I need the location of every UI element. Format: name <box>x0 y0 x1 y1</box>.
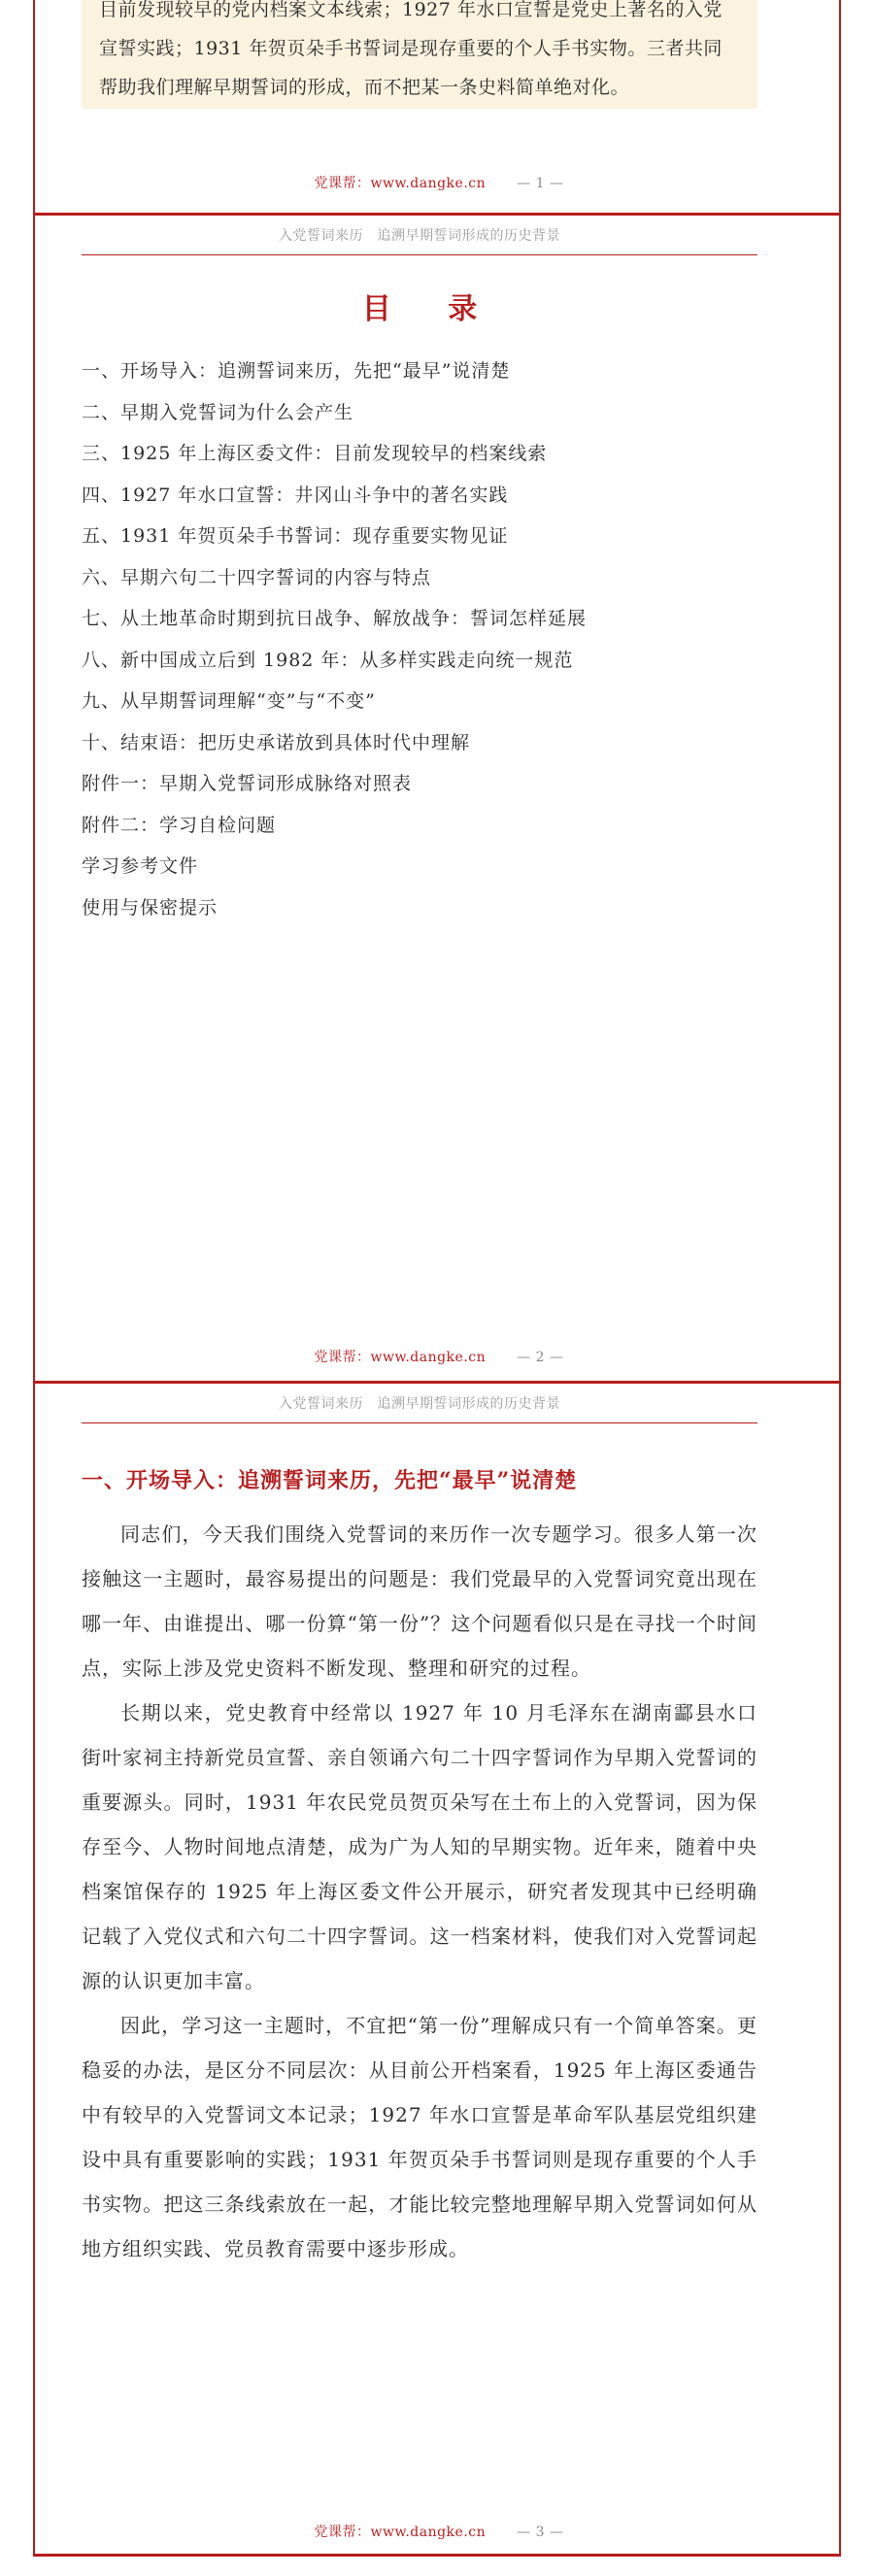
toc-item[interactable]: 五、1931 年贺页朵手书誓词：现存重要实物见证 <box>82 525 509 547</box>
section-heading: 一、开场导入：追溯誓词来历，先把“最早”说清楚 <box>82 1468 578 1493</box>
paragraph: 同志们，今天我们围绕入党誓词的来历作一次专题学习。很多人第一次接触这一主题时，最容易提出的问题是：我们党最早的入党誓词究竟出现在哪一年、由谁提出、哪一份算“第一份”？这个问题看似只是在寻找一个时间点，实际上涉及党史资料不断发现、整理和研究的过程。 <box>82 1522 757 1680</box>
footer-site[interactable]: 党课帮：www.dangke.cn <box>314 176 487 191</box>
running-header: 入党誓词来历 追溯早期誓词形成的历史背景 <box>279 228 560 244</box>
toc-item[interactable]: 十、结束语：把历史承诺放到具体时代中理解 <box>82 731 471 753</box>
footer-page-number: — 2 — <box>517 1350 564 1365</box>
page-footer <box>35 173 843 192</box>
toc-item[interactable]: 一、开场导入：追溯誓词来历，先把“最早”说清楚 <box>82 360 511 382</box>
callout-line: 目前发现较早的党内档案文本线索；1927 年水口宣誓是党史上著名的入党 <box>99 0 723 20</box>
toc-item[interactable]: 七、从土地革命时期到抗日战争、解放战争：誓词怎样延展 <box>82 608 588 629</box>
page-footer <box>35 1347 843 1366</box>
toc-item[interactable]: 二、早期入党誓词为什么会产生 <box>82 401 354 423</box>
toc-item[interactable]: 使用与保密提示 <box>82 896 218 919</box>
table-of-contents <box>82 351 757 928</box>
toc-item[interactable]: 学习参考文件 <box>82 855 199 877</box>
toc-item[interactable]: 附件一：早期入党誓词形成脉络对照表 <box>82 773 413 794</box>
footer-page-number: — 1 — <box>517 176 564 191</box>
header-rule <box>82 1422 757 1423</box>
summary-callout <box>82 0 757 109</box>
footer-site[interactable]: 党课帮：www.dangke.cn <box>314 1350 487 1365</box>
toc-title: 目 录 <box>361 292 501 326</box>
toc-item[interactable]: 三、1925 年上海区委文件：目前发现较早的档案线索 <box>82 443 548 464</box>
header-rule <box>82 254 757 255</box>
page-3-content <box>82 1388 757 2271</box>
toc-item[interactable]: 九、从早期誓词理解“变”与“不变” <box>82 690 376 712</box>
page-divider <box>33 2554 841 2557</box>
paragraph: 长期以来，党史教育中经常以 1927 年 10 月毛泽东在湖南酃县水口街叶家祠主持新党员宣誓、亲自领诵六句二十四字誓词作为早期入党誓词的重要源头。同时，1931 年农民党员贺页朵写在土布上的入党誓词，因为保存至今、人物时间地点清楚，成为广为人知的早期实物。近年来，随着中央档案馆保存的 1925 年上海区委文件公开展示，研究者发现其中已经明确记载了入党仪式和六句二十四字誓词。这一档案材料，使我们对入党誓词起源的认识更加丰富。 <box>82 1701 757 1992</box>
page-footer <box>35 2522 843 2541</box>
footer-page-number: — 3 — <box>517 2525 564 2540</box>
toc-item[interactable]: 四、1927 年水口宣誓：井冈山斗争中的著名实践 <box>82 484 509 506</box>
paragraph: 因此，学习这一主题时，不宜把“第一份”理解成只有一个简单答案。更稳妥的办法，是区分不同层次：从目前公开档案看，1925 年上海区委通告中有较早的入党誓词文本记录；1927 年水口宣誓是革命军队基层党组织建设中具有重要影响的实践；1931 年贺页朵手书誓词则是现存重要的个人手书实物。把这三条线索放在一起，才能比较完整地理解早期入党誓词如何从地方组织实践、党员教育需要中逐步形成。 <box>82 2014 757 2260</box>
callout-line: 宣誓实践；1931 年贺页朵手书誓词是现存重要的个人手书实物。三者共同 <box>99 38 723 59</box>
page-2-content <box>82 219 757 928</box>
section-body <box>82 1512 757 2271</box>
callout-line: 帮助我们理解早期誓词的形成，而不把某一条史料简单绝对化。 <box>99 77 630 98</box>
toc-item[interactable]: 附件二：学习自检问题 <box>82 814 277 836</box>
running-header: 入党誓词来历 追溯早期誓词形成的历史背景 <box>279 1396 560 1412</box>
toc-item[interactable]: 六、早期六句二十四字誓词的内容与特点 <box>82 566 432 588</box>
toc-item[interactable]: 八、新中国成立后到 1982 年：从多样实践走向统一规范 <box>82 649 574 671</box>
footer-site[interactable]: 党课帮：www.dangke.cn <box>314 2525 487 2540</box>
